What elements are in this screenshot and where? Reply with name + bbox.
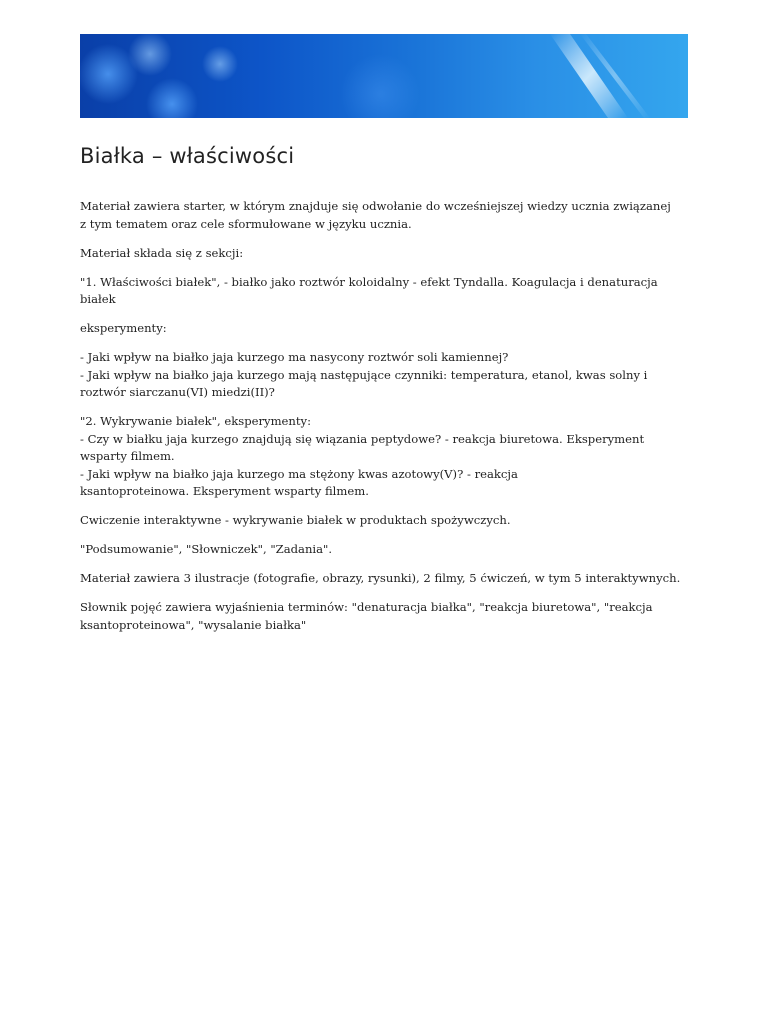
paragraph-line: eksperymenty: <box>80 321 167 335</box>
paragraph-line: - Czy w białku jaja kurzego znajdują się wiązania peptydowe? - reakcja biuretowa. Eksperyment wsparty filmem. <box>80 431 645 463</box>
paragraph <box>80 599 688 634</box>
paragraph-line: Cwiczenie interaktywne - wykrywanie białek w produktach spożywczych. <box>80 513 511 527</box>
paragraph <box>80 245 688 263</box>
paragraph <box>80 349 688 402</box>
paragraph-line: - Jaki wpływ na białko jaja kurzego ma stężony kwas azotowy(V)? - reakcja <box>80 466 518 481</box>
paragraph-line: "Podsumowanie", "Słowniczek", "Zadania". <box>80 542 333 556</box>
paragraph <box>80 413 688 501</box>
paragraph <box>80 512 688 530</box>
document-body <box>80 198 688 646</box>
paragraph-line: - Jaki wpływ na białko jaja kurzego mają następujące czynniki: temperatura, etanol, kwas solny i roztwór siarczanu(VI) miedzi(II)? <box>80 367 648 399</box>
paragraph-line: Słownik pojęć zawiera wyjaśnienia terminów: "denaturacja białka", "reakcja biuretowa", "reakcja ksantoproteinowa", "wysalanie białka" <box>80 600 653 632</box>
paragraph <box>80 274 688 309</box>
page-title: Białka – właściwości <box>80 144 295 168</box>
paragraph-line: - Jaki wpływ na białko jaja kurzego ma nasycony roztwór soli kamiennej? <box>80 350 509 364</box>
paragraph-line: "1. Właściwości białek", - białko jako roztwór koloidalny - efekt Tyndalla. Koagulacja i denaturacja białek <box>80 274 658 306</box>
paragraph-line: Materiał zawiera starter, w którym znajduje się odwołanie do wcześniejszej wiedzy ucznia związanej <box>80 199 671 213</box>
paragraph-line: "2. Wykrywanie białek", eksperymenty: <box>80 414 312 428</box>
paragraph <box>80 541 688 559</box>
paragraph <box>80 198 688 233</box>
paragraph-line: Materiał zawiera 3 ilustracje (fotografie, obrazy, rysunki), 2 filmy, 5 ćwiczeń, w tym 5 interaktywnych. <box>80 571 681 585</box>
paragraph-line: ksantoproteinowa. Eksperyment wsparty filmem. <box>80 484 369 498</box>
header-banner <box>80 34 688 118</box>
paragraph <box>80 320 688 338</box>
banner-decoration <box>80 34 688 118</box>
paragraph-line: z tym tematem oraz cele sformułowane w języku ucznia. <box>80 216 412 231</box>
paragraph <box>80 570 688 588</box>
paragraph-line: Materiał składa się z sekcji: <box>80 245 244 260</box>
